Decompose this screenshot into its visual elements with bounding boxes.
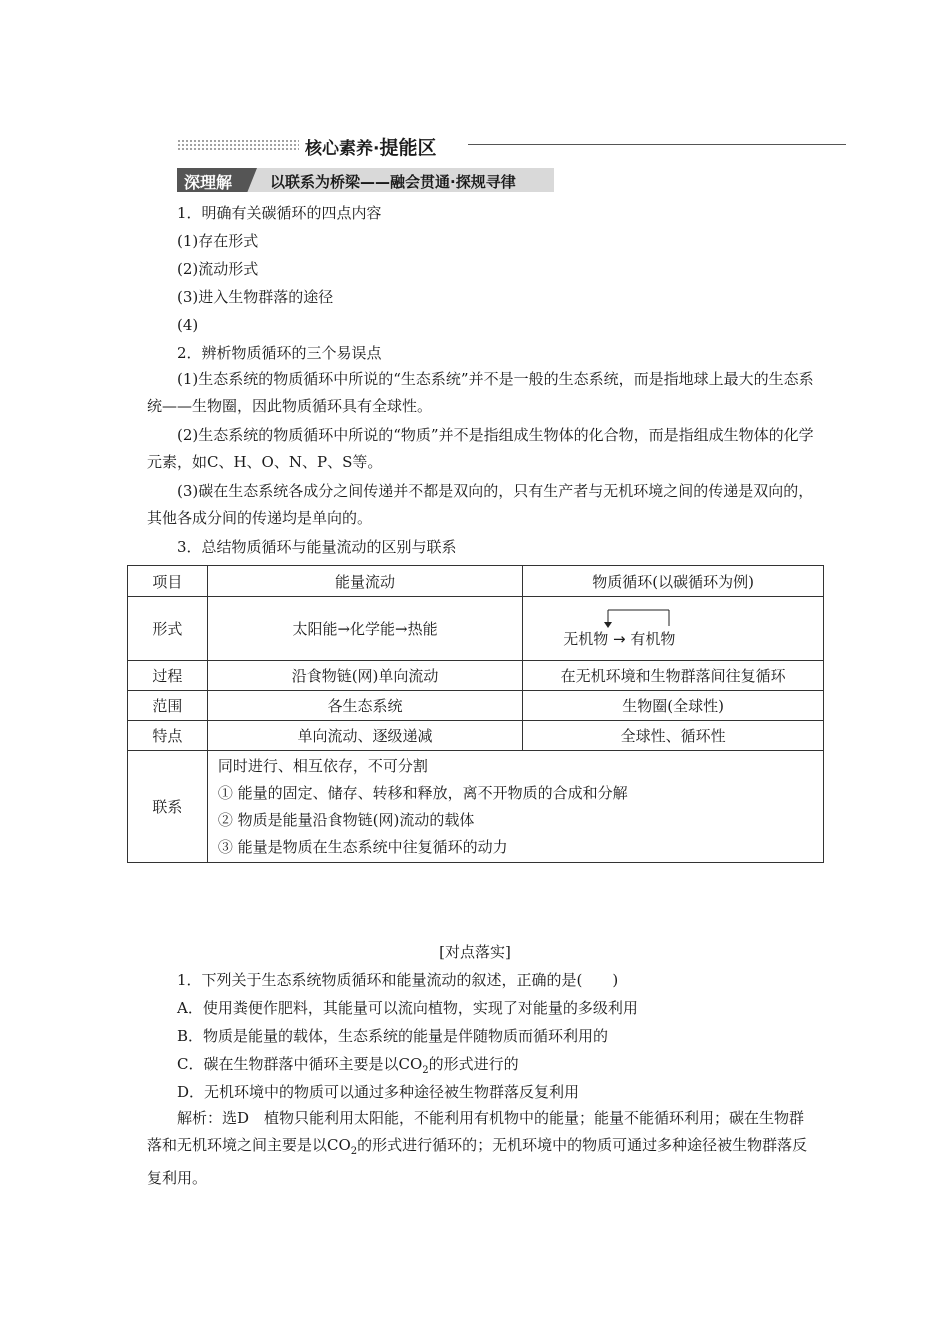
table-row-label: 特点 [128, 721, 208, 751]
option-b: B．物质是能量的载体，生态系统的能量是伴随物质而循环利用的 [177, 1027, 609, 1045]
option-a: A．使用粪便作肥料，其能量可以流向植物，实现了对能量的多级利用 [177, 999, 638, 1017]
option-c-text: C．碳在生物群落中循环主要是以CO [177, 1055, 423, 1073]
link-line: 同时进行、相互依存，不可分割 [217, 756, 428, 775]
section1-item: (3)进入生物群落的途径 [177, 288, 334, 306]
section-title-part2: 提能区 [379, 137, 437, 159]
section1-item: (2)流动形式 [177, 260, 259, 278]
option-c [177, 1054, 519, 1081]
subtitle-tab-label: 深理解 [184, 173, 233, 192]
table-row-label: 过程 [128, 661, 208, 691]
section1-heading: 1．明确有关碳循环的四点内容 [177, 204, 382, 222]
table-row-link [128, 751, 824, 863]
table-cell-matter [523, 597, 824, 661]
table-cell-energy: 沿食物链(网)单向流动 [207, 661, 522, 691]
section1-item: (4) [177, 316, 199, 334]
section2-paragraph-3: (3)碳在生态系统各成分之间传递并不都是双向的，只有生产者与无机环境之间的传递是双向的，其他各成分间的传递均是单向的。 [147, 482, 814, 527]
cycle-label [563, 628, 675, 649]
answer-explanation [147, 1105, 812, 1192]
table-cell-matter: 生物圈(全球性) [523, 691, 824, 721]
table-row-process [128, 661, 824, 691]
table-row-scope [128, 691, 824, 721]
table-cell-link [207, 751, 823, 863]
answer-subscript: 2 [350, 1146, 358, 1157]
section-title-part1: 核心素养· [305, 139, 380, 159]
table-header-cell: 项目 [128, 566, 208, 597]
table-header-cell: 能量流动 [207, 566, 522, 597]
answer-text: 解析：选D 植物只能利用太阳能，不能利用有机物中的能量；能量不能循环利用；碳在生物群落和无机环境之间主要是以CO [147, 1109, 805, 1154]
section2-heading: 2．辨析物质循环的三个易误点 [177, 344, 382, 362]
link-line: ③ 能量是物质在生态系统中往复循环的动力 [217, 837, 508, 856]
table-cell-energy: 单向流动、逐级递减 [207, 721, 522, 751]
table-cell-matter: 全球性、循环性 [523, 721, 824, 751]
option-c-text-end: 的形式进行的 [428, 1055, 519, 1073]
link-line: ② 物质是能量沿食物链(网)流动的载体 [217, 810, 475, 829]
section2-paragraph-1: (1)生态系统的物质循环中所说的“生态系统”并不是一般的生态系统，而是指地球上最大的生态系统——生物圈，因此物质循环具有全球性。 [147, 370, 814, 415]
table-cell-energy: 太阳能→化学能→热能 [207, 597, 522, 661]
cycle-organic: 有机物 [630, 629, 676, 648]
practice-title: [对点落实] [439, 943, 511, 961]
table-row-form [128, 597, 824, 661]
section3-heading: 3．总结物质循环与能量流动的区别与联系 [177, 538, 457, 556]
table-row-feature [128, 721, 824, 751]
table-row-label: 范围 [128, 691, 208, 721]
cycle-inorganic: 无机物 [563, 629, 609, 648]
cycle-arrow: → [613, 629, 626, 648]
practice-question: 1．下列关于生态系统物质循环和能量流动的叙述，正确的是( ) [177, 971, 619, 989]
table-cell-energy: 各生态系统 [207, 691, 522, 721]
answer-text-end: 的形式进行循环的；无机环境中的物质可通过多种途径被生物群落反复利用。 [147, 1136, 808, 1187]
section1-item: (1)存在形式 [177, 232, 259, 250]
table-header-row [128, 566, 824, 597]
table-row-label: 联系 [128, 751, 208, 863]
link-line: ① 能量的固定、储存、转移和释放，离不开物质的合成和分解 [217, 783, 628, 802]
header-dot-pattern [177, 139, 299, 151]
table-row-label: 形式 [128, 597, 208, 661]
table-cell-matter: 在无机环境和生物群落间往复循环 [523, 661, 824, 691]
comparison-table [127, 565, 824, 863]
carbon-cycle-diagram [563, 604, 713, 654]
section-title [305, 133, 436, 160]
table-header-cell: 物质循环(以碳循环为例) [523, 566, 824, 597]
header-rule [468, 144, 846, 145]
option-c-subscript: 2 [422, 1065, 429, 1076]
section2-paragraph-2: (2)生态系统的物质循环中所说的“物质”并不是指组成生物体的化合物，而是指组成生物体的化学元素，如C、H、O、N、P、S等。 [147, 426, 814, 471]
subtitle-text: 以联系为桥梁——融会贯通·探规寻律 [270, 173, 516, 191]
option-d: D．无机环境中的物质可以通过多种途径被生物群落反复利用 [177, 1083, 580, 1101]
